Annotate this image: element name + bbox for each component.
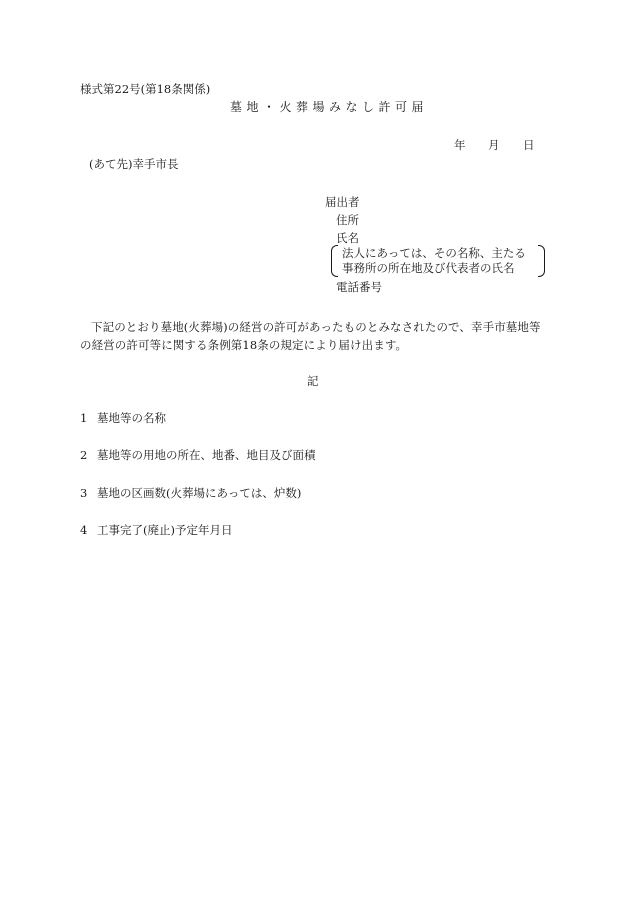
item-text: 墓地等の用地の所在、地番、地目及び面積 bbox=[97, 448, 316, 462]
document-title: 墓地・火葬場みなし許可届 bbox=[230, 100, 429, 114]
address-label: 住所 bbox=[336, 213, 359, 227]
phone-label: 電話番号 bbox=[336, 280, 382, 294]
item-number: 3 bbox=[80, 486, 88, 500]
body-line-1: 下記のとおり墓地(火葬場)の経営の許可があったものとみなされたので、幸手市墓地等 bbox=[91, 320, 541, 334]
list-item bbox=[80, 411, 166, 425]
name-label: 氏名 bbox=[336, 231, 359, 245]
ki-heading: 記 bbox=[307, 374, 319, 388]
list-item bbox=[80, 448, 316, 462]
item-number: 1 bbox=[80, 411, 88, 425]
notifier-heading: 届出者 bbox=[325, 195, 360, 209]
item-text: 墓地等の名称 bbox=[97, 411, 166, 425]
list-item bbox=[80, 486, 301, 500]
right-bracket bbox=[538, 245, 545, 277]
form-number: 様式第22号(第18条関係) bbox=[80, 82, 211, 96]
list-item bbox=[80, 523, 232, 537]
date-year-label: 年 bbox=[454, 138, 466, 152]
item-number: 2 bbox=[80, 448, 88, 462]
corporation-note-line-1: 法人にあっては、その名称、主たる bbox=[342, 246, 526, 260]
addressee: (あて先)幸手市長 bbox=[89, 157, 179, 171]
date-day-label: 日 bbox=[523, 138, 535, 152]
body-line-2: の経営の許可等に関する条例第18条の規定により届け出ます。 bbox=[80, 338, 408, 352]
corporation-note bbox=[331, 245, 545, 277]
corporation-note-line-2: 事務所の所在地及び代表者の氏名 bbox=[342, 261, 515, 275]
item-text: 工事完了(廃止)予定年月日 bbox=[97, 523, 233, 537]
date-month-label: 月 bbox=[488, 138, 500, 152]
item-text: 墓地の区画数(火葬場にあっては、炉数) bbox=[97, 486, 302, 500]
left-bracket bbox=[331, 245, 338, 277]
item-number: 4 bbox=[80, 523, 88, 537]
body-paragraph bbox=[80, 318, 562, 354]
